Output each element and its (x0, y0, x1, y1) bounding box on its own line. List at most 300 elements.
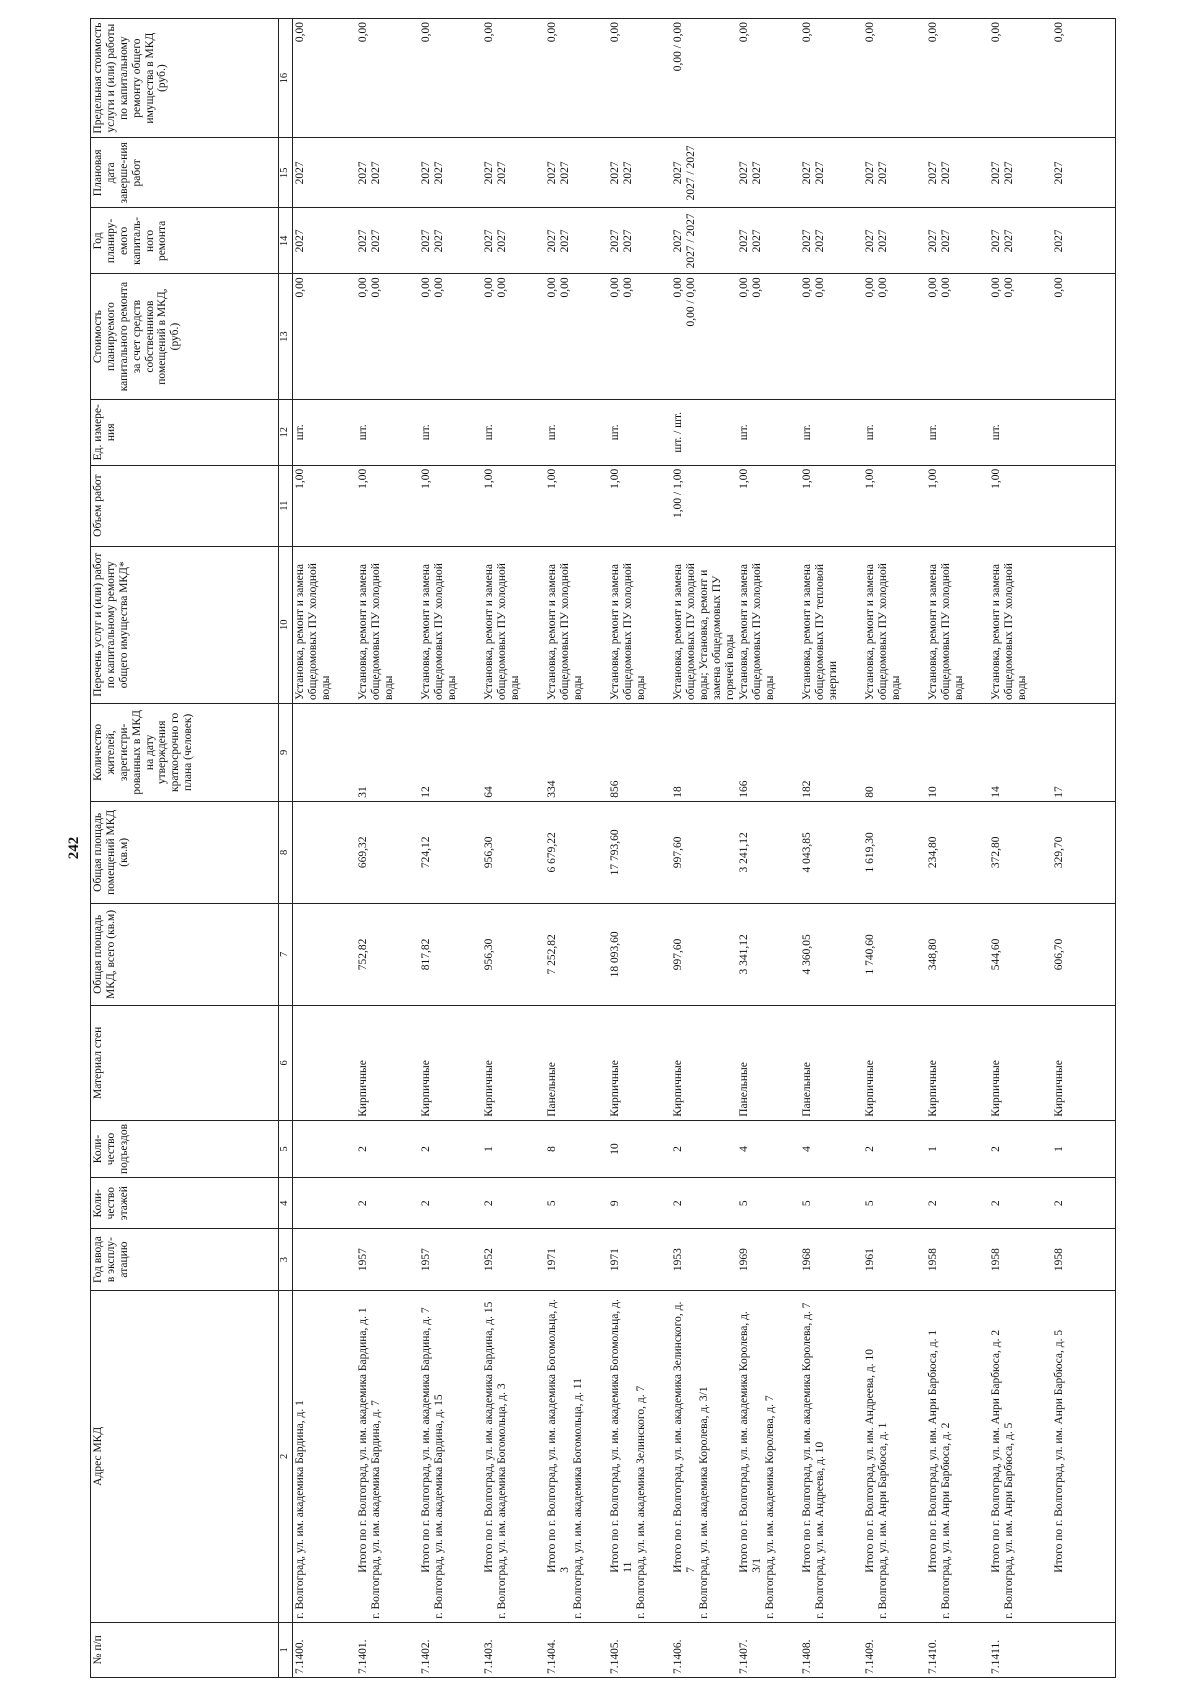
limit-cost-cell (419, 19, 482, 138)
capital-year-cell (356, 208, 419, 274)
header-cell: Коли-чество этажей (91, 1178, 279, 1229)
year-cell (926, 1229, 989, 1291)
capital-year-cell-value: 2027 2027 (738, 229, 764, 253)
unit-cell (482, 399, 545, 465)
residents-cell (863, 703, 926, 801)
floors-cell-value: 9 (609, 1200, 621, 1207)
area-total-cell-value: 544,60 (990, 938, 1003, 971)
year-cell (545, 1229, 608, 1291)
residents-cell-value: 64 (483, 786, 495, 798)
area-rooms-cell-value: 669,32 (357, 836, 369, 869)
year-cell-value: 1958 (990, 1248, 1003, 1272)
year-cell-value: 1969 (738, 1248, 751, 1272)
end-date-cell-value: 2027 2027 (357, 161, 382, 185)
total-line: Итого по г. Волгоград, ул. им. академика Бардина, д. 7 (420, 1307, 432, 1573)
end-date-cell (482, 138, 545, 208)
end-date-cell-value: 2027 2027 (483, 161, 508, 185)
capital-year-cell-value: 2027 2027 (483, 229, 508, 253)
column-number: 6 (279, 1005, 293, 1120)
row-number-value: 7.1406. (672, 1639, 684, 1674)
floors-cell-value: 5 (801, 1200, 814, 1207)
year-cell (608, 1229, 671, 1291)
header-cell: Стоимость планируемого капитального ремонта за счет средств собственников помещений в МКД, (руб.) (91, 274, 279, 399)
floors-cell (863, 1178, 926, 1229)
limit-cost-cell (800, 19, 863, 138)
floors-cell-value: 5 (864, 1200, 877, 1207)
header-cell: Материал стен (91, 1005, 279, 1120)
year-cell (989, 1229, 1052, 1291)
area-total-cell (356, 903, 419, 1005)
area-rooms-cell-value: 724,12 (420, 836, 432, 869)
year-cell-value: 1952 (483, 1248, 495, 1272)
address-cell (800, 1290, 863, 1622)
table-row (293, 19, 357, 1678)
end-date-cell-value: 2027 2027 / 2027 (672, 145, 697, 201)
row-number (482, 1622, 545, 1677)
cost-cell-value: 0,00 0,00 (420, 277, 445, 298)
cost-cell (926, 274, 989, 399)
column-number: 1 (279, 1622, 293, 1677)
area-total-cell (419, 903, 482, 1005)
limit-cost-cell-value: 0,00 (990, 22, 1003, 43)
cost-cell-value: 0,00 0,00 / 0,00 (672, 277, 697, 327)
area-total-cell (989, 903, 1052, 1005)
entrances-cell-value: 4 (801, 1146, 814, 1152)
volume-cell-value: 1,00 (357, 468, 369, 489)
work-list-cell (800, 546, 863, 703)
entrances-cell (926, 1120, 989, 1177)
work-list-cell-value: Установка, ремонт и замена общедомовых ПУ холодной воды (483, 563, 521, 700)
end-date-cell (800, 138, 863, 208)
table-row (482, 19, 545, 1678)
row-number (863, 1622, 926, 1677)
row-number-value: 7.1404. (546, 1639, 558, 1674)
capital-year-cell (419, 208, 482, 274)
entrances-cell (671, 1120, 737, 1177)
address-line: г. Волгоград, ул. им. академика Богомольца, д. 11 (571, 1378, 584, 1619)
end-date-cell-value: 2027 2027 (801, 161, 827, 185)
cost-cell (671, 274, 737, 399)
address-cell (926, 1290, 989, 1622)
area-total-cell-value: 956,30 (483, 938, 495, 971)
area-rooms-cell (863, 801, 926, 903)
entrances-cell-value: 1 (483, 1146, 495, 1152)
entrances-cell (1052, 1120, 1116, 1177)
year-cell-value: 1971 (609, 1248, 621, 1272)
header-row (91, 19, 279, 1678)
address-cell (608, 1290, 671, 1622)
unit-cell-value: шт. (990, 424, 1003, 441)
residents-cell-value: 12 (420, 786, 432, 798)
header-cell: Адрес МКД (91, 1290, 279, 1622)
material-cell-value: Кирпичные (672, 1060, 684, 1117)
limit-cost-cell-value: 0,00 / 0,00 (672, 22, 684, 72)
work-list-cell (1052, 546, 1116, 703)
floors-cell (737, 1178, 800, 1229)
unit-cell-value: шт. (609, 424, 621, 441)
end-date-cell (737, 138, 800, 208)
cost-cell-value: 0,00 0,00 (801, 277, 827, 298)
capital-year-cell-value: 2027 2027 / 2027 (672, 213, 697, 269)
row-number (1052, 1622, 1116, 1677)
end-date-cell-value: 2027 2027 (990, 161, 1016, 185)
material-cell (293, 1005, 357, 1120)
unit-cell (863, 399, 926, 465)
column-number: 4 (279, 1178, 293, 1229)
volume-cell (737, 465, 800, 546)
material-cell-value: Панельные (546, 1062, 558, 1117)
row-number (293, 1622, 357, 1677)
area-rooms-cell-value: 6 679,22 (546, 832, 558, 873)
unit-cell (545, 399, 608, 465)
entrances-cell-value: 10 (609, 1143, 621, 1155)
year-cell-value: 1958 (1053, 1248, 1066, 1272)
limit-cost-cell (1052, 19, 1116, 138)
unit-cell-value: шт. (738, 424, 751, 441)
year-cell (293, 1229, 357, 1291)
capital-year-cell-value: 2027 (1053, 229, 1066, 253)
row-number-value: 7.1403. (483, 1639, 495, 1674)
limit-cost-cell-value: 0,00 (609, 22, 621, 43)
table-body (293, 19, 1116, 1678)
year-cell (863, 1229, 926, 1291)
cost-cell (863, 274, 926, 399)
total-line: Итого по г. Волгоград, ул. им. Анри Барбюса, д. 1 (927, 1329, 940, 1573)
row-number-value: 7.1410. (927, 1639, 940, 1674)
year-cell (482, 1229, 545, 1291)
residents-cell (545, 703, 608, 801)
entrances-cell-value: 2 (420, 1146, 432, 1152)
area-total-cell (545, 903, 608, 1005)
residents-cell (671, 703, 737, 801)
floors-cell (989, 1178, 1052, 1229)
residents-cell-value: 334 (546, 780, 558, 798)
residents-cell (989, 703, 1052, 801)
work-list-cell-value: Установка, ремонт и замена общедомовых ПУ холодной воды; Установка, ремонт и замена общедомовых ПУ горячей воды (672, 563, 736, 700)
unit-cell (800, 399, 863, 465)
address-cell (737, 1290, 800, 1622)
material-cell-value: Панельные (801, 1062, 814, 1117)
capital-year-cell-value: 2027 2027 (801, 229, 827, 253)
table-row (800, 19, 863, 1678)
residents-cell (482, 703, 545, 801)
work-list-cell-value: Установка, ремонт и замена общедомовых ПУ холодной воды (294, 563, 332, 700)
area-total-cell-value: 3 341,12 (738, 934, 751, 975)
end-date-cell-value: 2027 2027 (864, 161, 890, 185)
residents-cell (1052, 703, 1116, 801)
material-cell (863, 1005, 926, 1120)
year-cell (1052, 1229, 1116, 1291)
volume-cell (419, 465, 482, 546)
capital-year-cell-value: 2027 2027 (927, 229, 953, 253)
year-cell-value: 1953 (672, 1248, 684, 1272)
residents-cell (608, 703, 671, 801)
cost-cell-value: 0,00 0,00 (738, 277, 764, 298)
area-total-cell-value: 7 252,82 (546, 934, 558, 975)
total-line: Итого по г. Волгоград, ул. им. Анри Барбюса, д. 2 (990, 1329, 1003, 1573)
capital-repair-table (90, 18, 1116, 1678)
address-line: г. Волгоград, ул. им. академика Бардина, д. 1 (294, 1400, 306, 1619)
capital-year-cell (737, 208, 800, 274)
row-number (356, 1622, 419, 1677)
end-date-cell (1052, 138, 1116, 208)
limit-cost-cell (989, 19, 1052, 138)
entrances-cell-value: 1 (1053, 1146, 1066, 1152)
row-number-value: 7.1409. (864, 1639, 877, 1674)
total-line: Итого по г. Волгоград, ул. им. академика Зелинского, д. 7 (672, 1301, 697, 1573)
floors-cell (1052, 1178, 1116, 1229)
unit-cell-value: шт. (801, 424, 814, 441)
volume-cell (671, 465, 737, 546)
work-list-cell (671, 546, 737, 703)
area-rooms-cell (1052, 801, 1116, 903)
area-total-cell-value: 18 093,60 (609, 931, 621, 978)
address-cell (356, 1290, 419, 1622)
material-cell (545, 1005, 608, 1120)
entrances-cell (608, 1120, 671, 1177)
unit-cell (419, 399, 482, 465)
address-line: г. Волгоград, ул. им. академика Бардина, д. 15 (432, 1394, 445, 1619)
unit-cell (1052, 399, 1116, 465)
floors-cell (545, 1178, 608, 1229)
cost-cell (800, 274, 863, 399)
year-cell (356, 1229, 419, 1291)
volume-cell-value: 1,00 (294, 468, 306, 489)
unit-cell-value: шт. (927, 424, 940, 441)
cost-cell (293, 274, 357, 399)
area-rooms-cell (989, 801, 1052, 903)
table-row (419, 19, 482, 1678)
entrances-cell (545, 1120, 608, 1177)
limit-cost-cell (671, 19, 737, 138)
material-cell (671, 1005, 737, 1120)
work-list-cell (863, 546, 926, 703)
work-list-cell (356, 546, 419, 703)
year-cell (737, 1229, 800, 1291)
column-number: 15 (279, 138, 293, 208)
entrances-cell (356, 1120, 419, 1177)
column-number: 12 (279, 399, 293, 465)
material-cell (608, 1005, 671, 1120)
table-row (356, 19, 419, 1678)
floors-cell-value: 2 (927, 1200, 940, 1207)
area-rooms-cell (800, 801, 863, 903)
area-total-cell-value: 1 740,60 (864, 934, 877, 975)
capital-year-cell-value: 2027 2027 (609, 229, 634, 253)
column-number: 16 (279, 19, 293, 138)
work-list-cell (926, 546, 989, 703)
capital-year-cell (671, 208, 737, 274)
residents-cell (293, 703, 357, 801)
end-date-cell-value: 2027 2027 (420, 161, 445, 185)
cost-cell (1052, 274, 1116, 399)
area-rooms-cell (293, 801, 357, 903)
capital-year-cell-value: 2027 2027 (546, 229, 571, 253)
residents-cell (737, 703, 800, 801)
end-date-cell (863, 138, 926, 208)
residents-cell-value: 17 (1053, 786, 1066, 798)
work-list-cell (545, 546, 608, 703)
header-cell: Общая площадь помещений МКД (кв.м) (91, 801, 279, 903)
work-list-cell (482, 546, 545, 703)
address-line: г. Волгоград, ул. им. академика Богомольца, д. 3 (495, 1383, 508, 1619)
unit-cell (737, 399, 800, 465)
floors-cell (800, 1178, 863, 1229)
residents-cell-value: 166 (738, 780, 751, 798)
header-cell: Ед. измере-ния (91, 399, 279, 465)
volume-cell (545, 465, 608, 546)
residents-cell (419, 703, 482, 801)
column-number: 8 (279, 801, 293, 903)
limit-cost-cell-value: 0,00 (420, 22, 432, 43)
floors-cell-value: 2 (672, 1200, 684, 1207)
table-row (737, 19, 800, 1678)
row-number (800, 1622, 863, 1677)
area-total-cell-value: 4 360,05 (801, 934, 814, 975)
address-line: г. Волгоград, ул. им. Анри Барбюса, д. 5 (1003, 1422, 1016, 1619)
address-line: г. Волгоград, ул. им. Анри Барбюса, д. 1 (877, 1422, 890, 1619)
row-number (608, 1622, 671, 1677)
column-number: 5 (279, 1120, 293, 1177)
area-rooms-cell (608, 801, 671, 903)
table-row (926, 19, 989, 1678)
limit-cost-cell-value: 0,00 (357, 22, 369, 43)
year-cell (671, 1229, 737, 1291)
entrances-cell-value: 4 (738, 1146, 751, 1152)
row-number-value: 7.1407. (738, 1639, 751, 1674)
end-date-cell (989, 138, 1052, 208)
entrances-cell-value: 8 (546, 1146, 558, 1152)
area-total-cell (800, 903, 863, 1005)
volume-cell-value: 1,00 (864, 468, 877, 489)
material-cell (926, 1005, 989, 1120)
residents-cell-value: 10 (927, 786, 940, 798)
unit-cell-value: шт. (294, 424, 306, 441)
cost-cell (419, 274, 482, 399)
area-total-cell (608, 903, 671, 1005)
header-cell: Перечень услуг и (или) работ по капитальному ремонту общего имущества МКД* (91, 546, 279, 703)
material-cell (800, 1005, 863, 1120)
entrances-cell-value: 2 (357, 1146, 369, 1152)
cost-cell (989, 274, 1052, 399)
capital-year-cell-value: 2027 2027 (357, 229, 382, 253)
residents-cell-value: 14 (990, 786, 1003, 798)
area-rooms-cell-value: 17 793,60 (609, 829, 621, 876)
year-cell-value: 1971 (546, 1248, 558, 1272)
volume-cell (293, 465, 357, 546)
residents-cell-value: 182 (801, 780, 814, 798)
floors-cell-value: 2 (1053, 1200, 1066, 1207)
area-rooms-cell-value: 329,70 (1053, 836, 1066, 869)
material-cell (356, 1005, 419, 1120)
residents-cell-value: 856 (609, 780, 621, 798)
table-row (1052, 19, 1116, 1678)
total-line: Итого по г. Волгоград, ул. им. Андреева, д. 10 (864, 1348, 877, 1573)
row-number-value: 7.1408. (801, 1639, 814, 1674)
unit-cell (989, 399, 1052, 465)
end-date-cell-value: 2027 2027 (546, 161, 571, 185)
capital-year-cell (608, 208, 671, 274)
address-cell (1052, 1290, 1116, 1622)
volume-cell (863, 465, 926, 546)
year-cell-value: 1957 (357, 1248, 369, 1272)
cost-cell (737, 274, 800, 399)
unit-cell (356, 399, 419, 465)
unit-cell-value: шт. (420, 424, 432, 441)
header-cell: Плановая дата заверше-ния работ (91, 138, 279, 208)
capital-year-cell (926, 208, 989, 274)
area-rooms-cell (671, 801, 737, 903)
page-number: 242 (66, 836, 82, 860)
unit-cell-value: шт. (357, 424, 369, 441)
end-date-cell (671, 138, 737, 208)
floors-cell (608, 1178, 671, 1229)
area-rooms-cell (482, 801, 545, 903)
address-line: г. Волгоград, ул. им. Анри Барбюса, д. 2 (940, 1422, 953, 1619)
column-number: 14 (279, 208, 293, 274)
area-rooms-cell-value: 956,30 (483, 836, 495, 869)
cost-cell-value: 0,00 0,00 (927, 277, 953, 298)
volume-cell (800, 465, 863, 546)
end-date-cell (545, 138, 608, 208)
year-cell-value: 1961 (864, 1248, 877, 1272)
limit-cost-cell-value: 0,00 (294, 22, 306, 43)
area-rooms-cell-value: 4 043,85 (801, 832, 814, 873)
area-total-cell-value: 752,82 (357, 938, 369, 971)
material-cell (482, 1005, 545, 1120)
volume-cell-value: 1,00 (927, 468, 940, 489)
floors-cell-value: 2 (990, 1200, 1003, 1207)
volume-cell-value: 1,00 (546, 468, 558, 489)
volume-cell-value: 1,00 (801, 468, 814, 489)
row-number (671, 1622, 737, 1677)
volume-cell (482, 465, 545, 546)
address-line: г. Волгоград, ул. им. академика Королева, д. 3/1 (697, 1386, 710, 1619)
work-list-cell-value: Установка, ремонт и замена общедомовых ПУ холодной воды (357, 563, 395, 700)
row-number (926, 1622, 989, 1677)
floors-cell-value: 5 (738, 1200, 751, 1207)
entrances-cell-value: 1 (927, 1146, 940, 1152)
address-line: г. Волгоград, ул. им. академика Зелинского, д. 7 (634, 1385, 647, 1619)
work-list-cell (608, 546, 671, 703)
volume-cell (1052, 465, 1116, 546)
area-rooms-cell-value: 3 241,12 (738, 832, 751, 873)
work-list-cell-value: Установка, ремонт и замена общедомовых ПУ холодной воды (609, 563, 647, 700)
end-date-cell-value: 2027 (1053, 161, 1066, 185)
column-number: 9 (279, 703, 293, 801)
column-number: 3 (279, 1229, 293, 1291)
material-cell (737, 1005, 800, 1120)
limit-cost-cell (356, 19, 419, 138)
material-cell-value: Панельные (738, 1062, 751, 1117)
row-number (419, 1622, 482, 1677)
floors-cell (482, 1178, 545, 1229)
total-line: Итого по г. Волгоград, ул. им. академика Королева, д. 7 (801, 1302, 814, 1573)
column-number: 2 (279, 1290, 293, 1622)
volume-cell-value: 1,00 (483, 468, 495, 489)
residents-cell-value: 80 (864, 786, 877, 798)
entrances-cell (482, 1120, 545, 1177)
column-number: 13 (279, 274, 293, 399)
year-cell-value: 1968 (801, 1248, 814, 1272)
limit-cost-cell-value: 0,00 (864, 22, 877, 43)
total-line: Итого по г. Волгоград, ул. им. академика Бардина, д. 15 (483, 1301, 495, 1573)
floors-cell (671, 1178, 737, 1229)
cost-cell-value: 0,00 (294, 277, 306, 298)
work-list-cell (989, 546, 1052, 703)
year-cell (419, 1229, 482, 1291)
area-rooms-cell-value: 997,60 (672, 836, 684, 869)
